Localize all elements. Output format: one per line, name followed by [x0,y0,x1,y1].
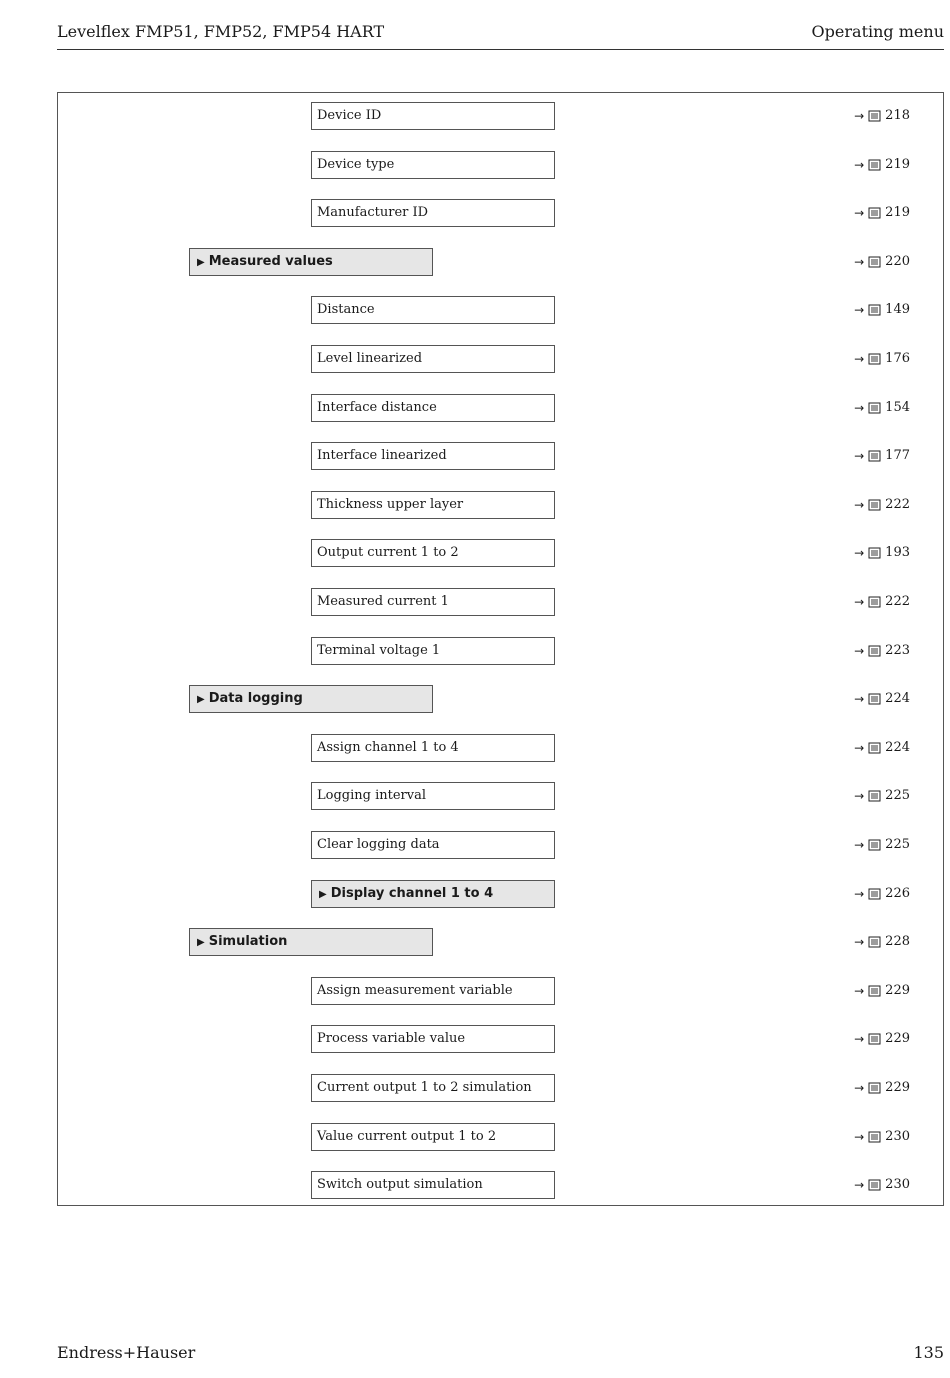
page-number: 135 [913,1343,944,1362]
document-page-icon [868,1131,881,1143]
right-arrow-icon: → [854,692,865,707]
page-reference[interactable] [854,734,910,762]
right-arrow-icon: → [854,352,865,366]
right-arrow-icon: → [854,449,865,464]
document-page-icon [868,402,881,414]
parameter-row [58,1074,943,1103]
parameter-box[interactable] [311,296,555,324]
parameter-label: Switch output simulation [317,1177,483,1193]
parameter-label: Output current 1 to 2 [317,545,459,561]
page-reference-number: 193 [885,545,910,561]
parameter-box[interactable] [311,1171,555,1199]
page-reference[interactable] [854,1074,910,1102]
submenu-box[interactable] [189,928,433,956]
page-reference[interactable] [854,394,910,422]
company-name: Endress+Hauser [57,1343,196,1362]
right-arrow-icon: → [854,546,865,561]
document-page-icon [868,304,881,316]
parameter-row [58,539,943,568]
right-arrow-icon: → [854,1032,865,1047]
document-page-icon [868,839,881,851]
parameter-label: Device ID [317,108,382,123]
page-reference[interactable] [854,1123,910,1151]
document-page-icon [868,547,881,559]
parameter-row [58,1025,943,1054]
parameter-row [58,977,943,1006]
parameter-box[interactable] [311,734,555,762]
document-page-icon [868,693,881,705]
parameter-box[interactable] [311,977,555,1005]
parameter-row [58,394,943,423]
page-reference-number: 230 [885,1128,910,1144]
right-arrow-icon: → [854,838,865,852]
document-page-icon [868,450,881,462]
page-reference-number: 177 [885,448,910,464]
parameter-box[interactable] [311,831,555,859]
right-arrow-icon: → [854,1129,865,1144]
right-arrow-icon: → [854,497,865,512]
parameter-box[interactable] [311,442,555,470]
parameter-row [58,491,943,520]
page-reference[interactable] [854,296,910,324]
document-page-icon [868,985,881,997]
page-reference[interactable] [854,831,910,859]
parameter-label: Process variable value [317,1031,466,1047]
page-reference-number: 219 [885,205,910,221]
parameter-box[interactable] [311,491,555,519]
document-page-icon [868,936,881,948]
right-arrow-icon: → [854,789,865,804]
page-reference-number: 226 [885,885,910,901]
parameter-label: Interface linearized [317,448,447,464]
parameter-row [58,151,943,180]
parameter-label: Device type [317,156,395,172]
document-page-icon [868,1033,881,1045]
page-reference-number: 154 [885,399,910,415]
document-page-icon [868,742,881,754]
submenu-label: Simulation [208,934,288,950]
right-arrow-icon: → [854,935,865,950]
parameter-row [58,102,943,131]
right-arrow-icon: → [854,886,865,901]
right-arrow-icon: → [854,157,865,172]
page-reference[interactable] [854,539,910,567]
parameter-row [58,588,943,617]
page-reference[interactable] [854,151,910,179]
submenu-label: Data logging [208,691,303,707]
page-reference-number: 229 [885,982,910,998]
parameter-label: Terminal voltage 1 [317,642,441,658]
page-reference[interactable] [854,345,910,373]
right-arrow-icon: → [854,1081,865,1095]
page-reference-number: 224 [885,739,910,755]
page-reference-number: 225 [885,837,910,852]
page-reference-number: 222 [885,496,910,512]
page-reference[interactable] [854,442,910,470]
submenu-label: Measured values [208,253,333,269]
parameter-row [58,831,943,860]
parameter-row [58,1171,943,1200]
parameter-label: Manufacturer ID [317,205,429,221]
right-arrow-icon: → [854,254,865,269]
right-arrow-icon: → [854,303,865,318]
submenu-triangle-icon: ▶ [197,256,205,268]
parameter-row [58,1123,943,1152]
page-reference-number: 223 [885,642,910,658]
parameter-box[interactable] [311,1123,555,1151]
parameter-row [58,734,943,763]
right-arrow-icon: → [854,643,865,658]
page-reference[interactable] [854,199,910,227]
parameter-box[interactable] [311,151,555,179]
parameter-box[interactable] [311,199,555,227]
document-page-icon [868,888,881,900]
parameter-label: Assign channel 1 to 4 [317,739,459,755]
parameter-label: Distance [317,302,375,318]
document-page-icon [868,159,881,171]
parameter-label: Value current output 1 to 2 [317,1128,497,1144]
page-reference-number: 176 [885,351,910,366]
right-arrow-icon: → [854,206,865,221]
document-page-icon [868,645,881,657]
submenu-triangle-icon: ▶ [197,937,205,949]
document-page-icon [868,1082,881,1094]
parameter-label: Assign measurement variable [317,982,513,998]
document-page-icon [868,596,881,608]
submenu-box[interactable] [189,248,433,276]
submenu-triangle-icon: ▶ [319,888,327,900]
page-reference[interactable] [854,588,910,616]
document-page-icon [868,790,881,802]
submenu-box[interactable] [311,880,555,908]
page-reference[interactable] [854,880,910,908]
submenu-triangle-icon: ▶ [197,694,205,706]
parameter-row [58,782,943,811]
page-reference-number: 224 [885,691,910,707]
document-page-icon [868,110,881,122]
document-page-icon [868,499,881,511]
page-reference[interactable] [854,928,910,956]
document-page-icon [868,207,881,219]
parameter-label: Measured current 1 [317,594,449,609]
submenu-row [58,248,943,277]
parameter-label: Logging interval [317,788,427,804]
parameter-box[interactable] [311,782,555,810]
page-reference[interactable] [854,102,910,130]
page-reference-number: 218 [885,108,910,123]
page-reference-number: 222 [885,594,910,609]
parameter-box[interactable] [311,1074,555,1102]
parameter-label: Current output 1 to 2 simulation [317,1080,532,1095]
page-reference[interactable] [854,685,910,713]
right-arrow-icon: → [854,400,865,415]
parameter-box[interactable] [311,588,555,616]
submenu-label: Display channel 1 to 4 [330,885,494,901]
right-arrow-icon: → [854,983,865,998]
submenu-row [58,928,943,957]
submenu-box[interactable] [189,685,433,713]
page-reference[interactable] [854,491,910,519]
parameter-row [58,296,943,325]
parameter-box[interactable] [311,539,555,567]
right-arrow-icon: → [854,595,865,609]
document-title: Levelflex FMP51, FMP52, FMP54 HART [57,22,385,41]
right-arrow-icon: → [854,740,865,755]
header-divider [57,49,944,50]
page-reference-number: 229 [885,1031,910,1047]
document-page-icon [868,353,881,365]
page-reference[interactable] [854,248,910,276]
parameter-row [58,199,943,228]
parameter-box[interactable] [311,102,555,130]
page-reference-number: 149 [885,302,910,318]
page-reference[interactable] [854,977,910,1005]
submenu-row [58,685,943,714]
parameter-row [58,442,943,471]
submenu-row [58,880,943,909]
parameter-box[interactable] [311,1025,555,1053]
right-arrow-icon: → [854,1178,865,1193]
menu-tree-frame [57,92,944,1206]
parameter-box[interactable] [311,394,555,422]
document-page-icon [868,256,881,268]
parameter-label: Thickness upper layer [317,496,464,512]
page-reference[interactable] [854,1171,910,1199]
page-reference[interactable] [854,782,910,810]
parameter-box[interactable] [311,345,555,373]
page-reference[interactable] [854,637,910,665]
page-reference-number: 220 [885,253,910,269]
parameter-label: Clear logging data [317,837,440,852]
document-page-icon [868,1179,881,1191]
section-title: Operating menu [811,22,944,41]
page-reference[interactable] [854,1025,910,1053]
page-reference-number: 219 [885,156,910,172]
page-reference-number: 230 [885,1177,910,1193]
parameter-box[interactable] [311,637,555,665]
page-reference-number: 228 [885,934,910,950]
page-reference-number: 225 [885,788,910,804]
page-reference-number: 229 [885,1080,910,1095]
parameter-label: Level linearized [317,351,423,366]
parameter-row [58,345,943,374]
right-arrow-icon: → [854,109,865,123]
parameter-label: Interface distance [317,399,437,415]
parameter-row [58,637,943,666]
